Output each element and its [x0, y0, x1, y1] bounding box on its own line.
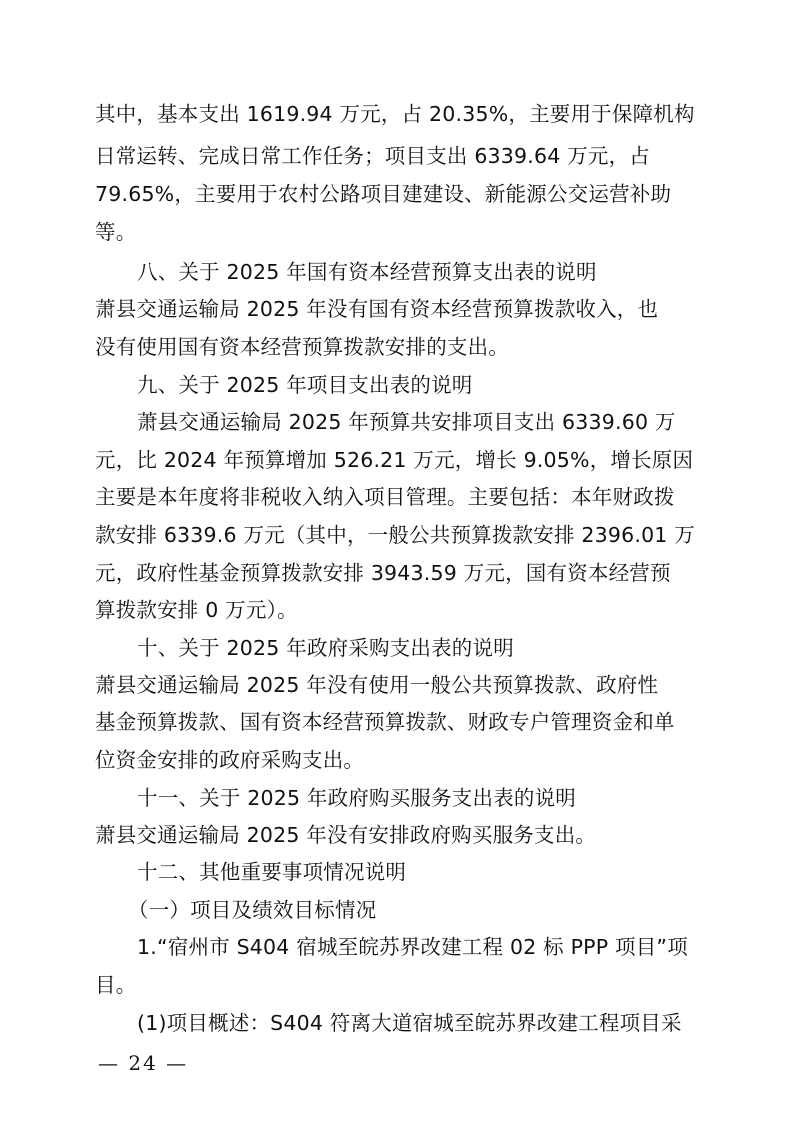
paragraph-line: 萧县交通运输局 2025 年没有使用一般公共预算拨款、政府性 — [95, 673, 659, 697]
paragraph-line: 萧县交通运输局 2025 年预算共安排项目支出 6339.60 万 — [137, 410, 676, 434]
paragraph-line: 款安排 6339.6 万元（其中，一般公共预算拨款安排 2396.01 万 — [95, 523, 695, 547]
paragraph-line: 没有使用国有资本经营预算拨款安排的支出。 — [95, 335, 509, 359]
section-heading-8: 八、关于 2025 年国有资本经营预算支出表的说明 — [137, 260, 597, 284]
item-heading: 1.“宿州市 S404 宿城至皖苏界改建工程 02 标 PPP 项目”项 — [137, 935, 688, 959]
paragraph-line: 目。 — [95, 973, 137, 997]
section-heading-12: 十二、其他重要事项情况说明 — [137, 860, 407, 884]
paragraph-line: 萧县交通运输局 2025 年没有安排政府购买服务支出。 — [95, 823, 597, 847]
section-heading-11: 十一、关于 2025 年政府购买服务支出表的说明 — [137, 786, 577, 810]
paragraph-line: 等。 — [95, 220, 137, 244]
section-heading-10: 十、关于 2025 年政府采购支出表的说明 — [137, 636, 514, 660]
paragraph-line: 萧县交通运输局 2025 年没有国有资本经营预算拨款收入，也 — [95, 297, 659, 321]
paragraph-line: 位资金安排的政府采购支出。 — [95, 748, 365, 772]
paragraph-line: 日常运转、完成日常工作任务；项目支出 6339.64 万元，占 — [95, 144, 651, 168]
paragraph-line: 主要是本年度将非税收入纳入项目管理。主要包括：本年财政拨 — [95, 485, 675, 509]
paragraph-line: 算拨款安排 0 万元）。 — [95, 598, 298, 622]
subsection-heading: （一）项目及绩效目标情况 — [128, 898, 377, 922]
section-heading-9: 九、关于 2025 年项目支出表的说明 — [137, 373, 473, 397]
paragraph-line: 其中，基本支出 1619.94 万元，占 20.35%，主要用于保障机构 — [95, 102, 695, 126]
page-number: — 24 — — [98, 1051, 189, 1075]
paragraph-line: 79.65%，主要用于农村公路项目建建设、新能源公交运营补助 — [95, 182, 672, 206]
paragraph-line: (1)项目概述：S404 符离大道宿城至皖苏界改建工程项目采 — [137, 1011, 682, 1035]
paragraph-line: 元，政府性基金预算拨款安排 3943.59 万元，国有资本经营预 — [95, 561, 671, 585]
paragraph-line: 基金预算拨款、国有资本经营预算拨款、财政专户管理资金和单 — [95, 710, 675, 734]
paragraph-line: 元，比 2024 年预算增加 526.21 万元，增长 9.05%，增长原因 — [95, 448, 694, 472]
